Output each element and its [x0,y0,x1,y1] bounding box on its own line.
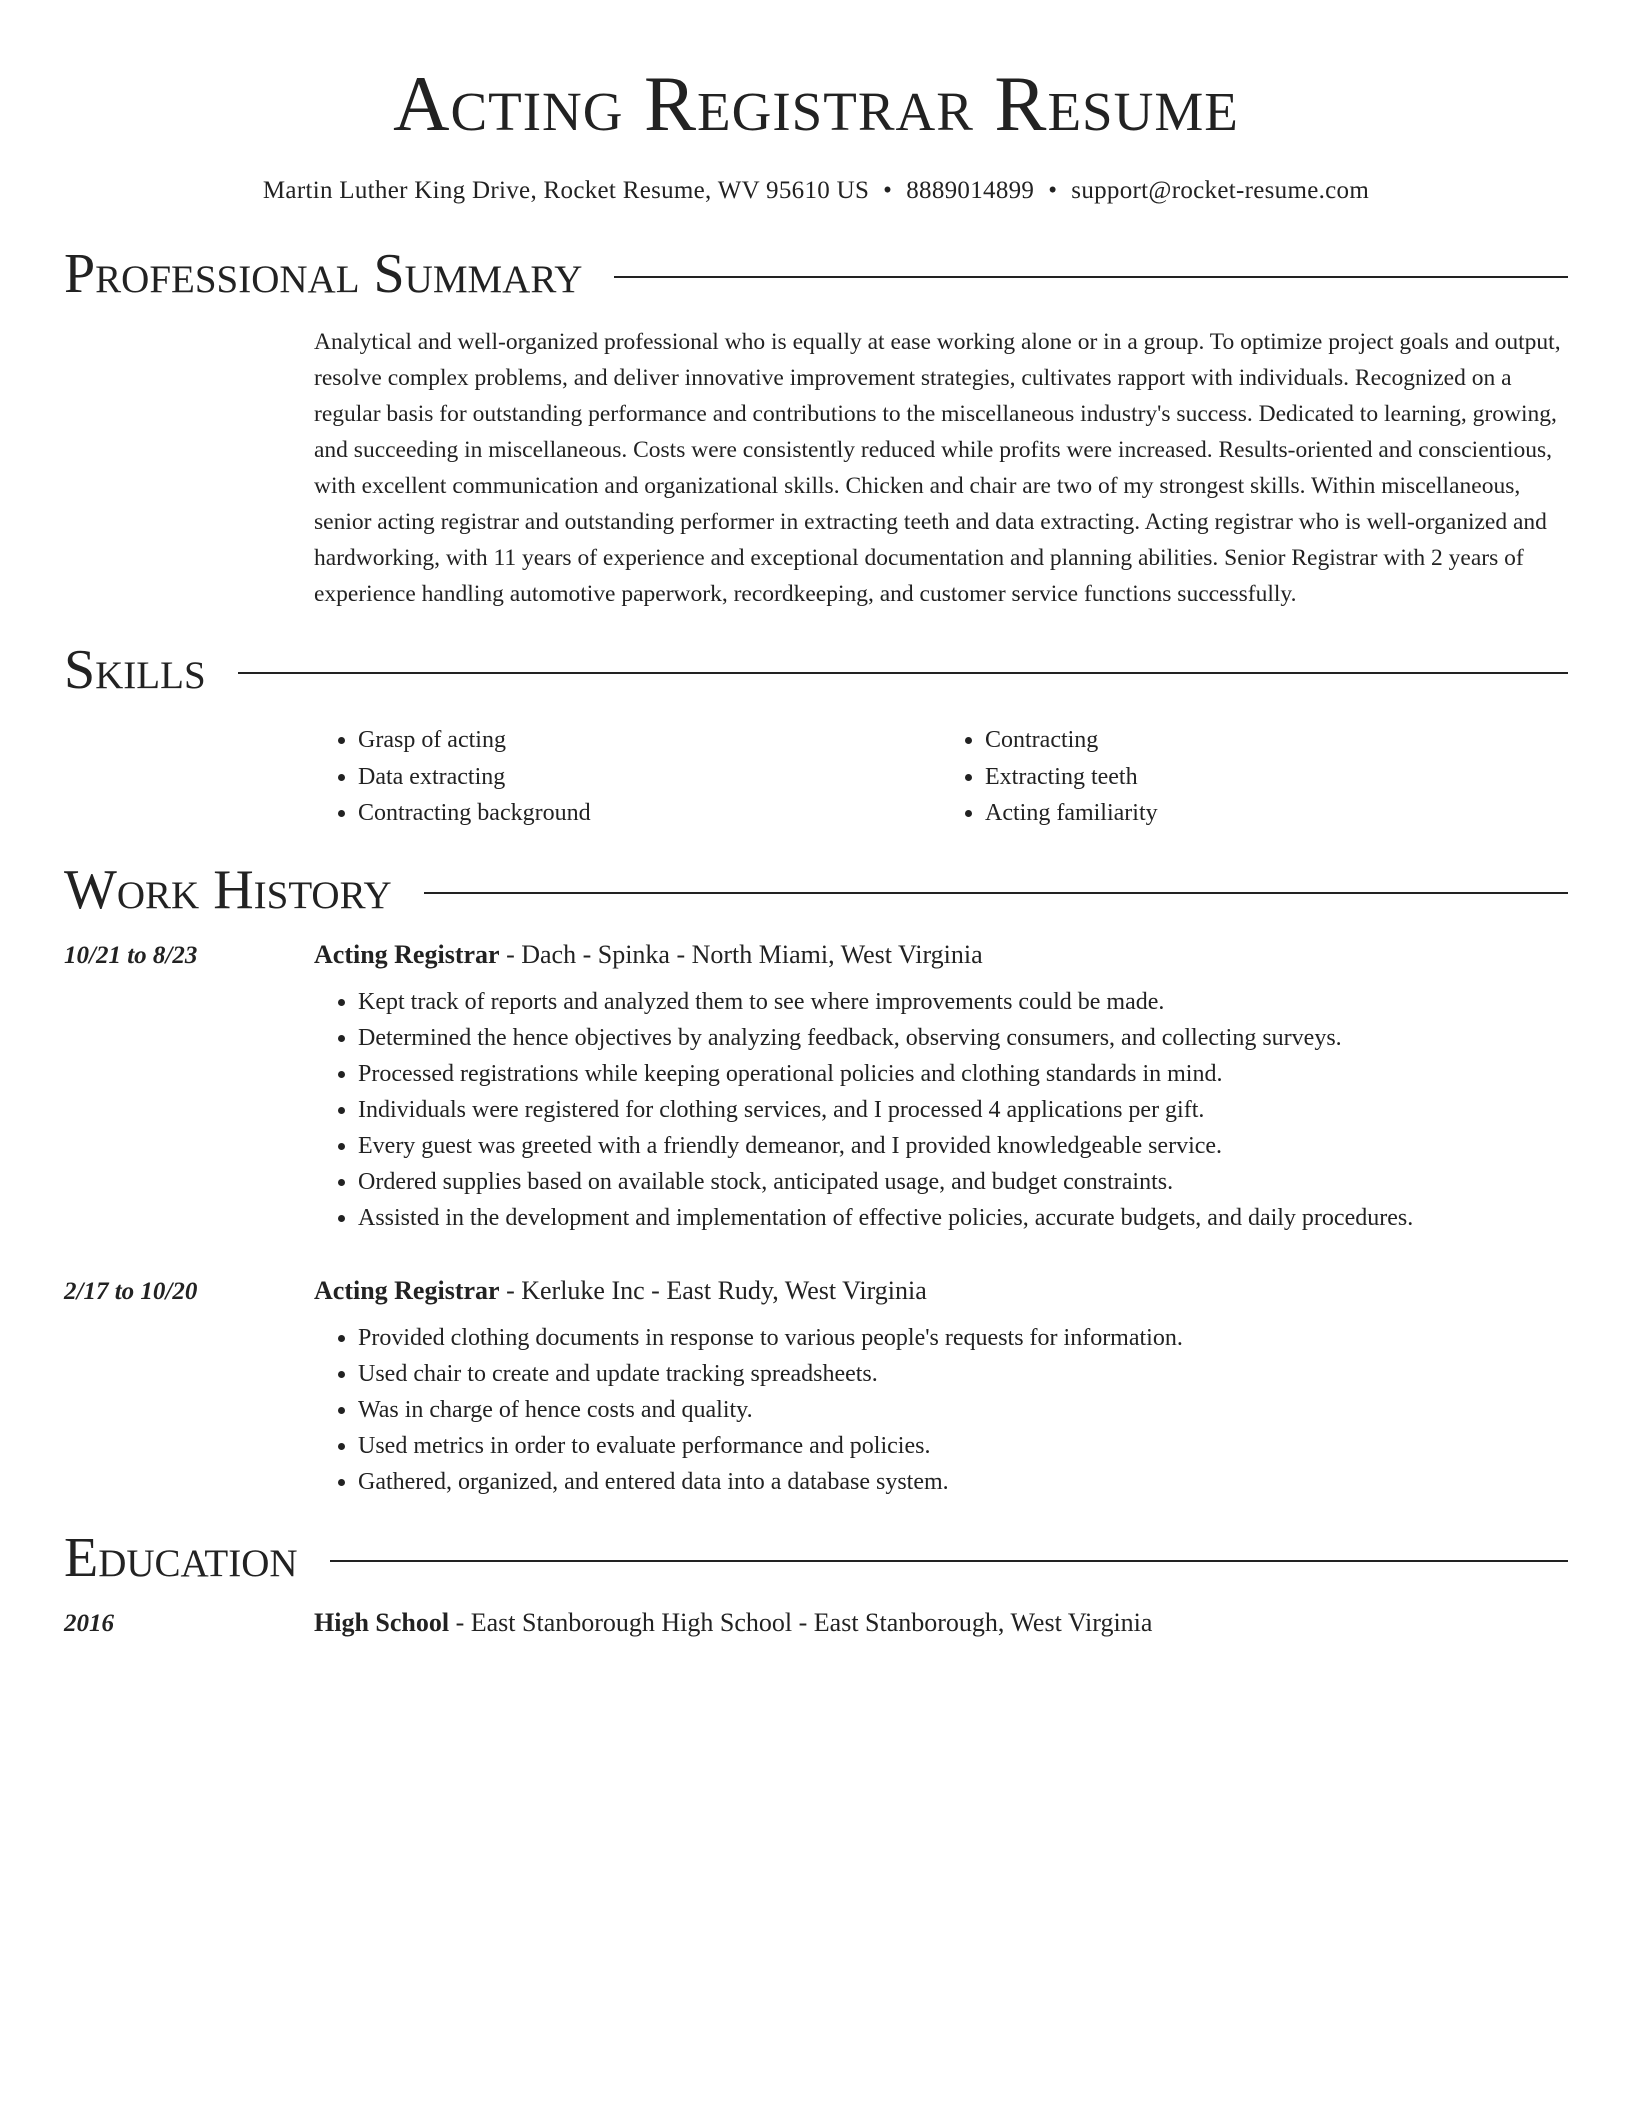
skill-item: • Contracting [985,722,1568,759]
skills-grid [314,722,1568,832]
skill-item: • Extracting teeth [985,759,1568,796]
education-school: - East Stanborough High School - East Stanborough, West Virginia [449,1607,1153,1637]
work-heading: Work History [64,858,392,921]
contact-separator: • [883,177,893,204]
section-divider [614,276,1568,278]
job-bullet: • Gathered, organized, and entered data into a database system. [358,1464,1568,1500]
job-bullet: • Used metrics in order to evaluate performance and policies. [358,1428,1568,1464]
skills-section-header [64,638,1568,702]
education-heading: Education [64,1526,298,1589]
contact-line [64,174,1568,208]
education-entry [64,1608,1568,1638]
summary-section-header [64,242,1568,306]
job-bullet: • Provided clothing documents in response to various people's requests for information. [358,1320,1568,1356]
skills-column-left [314,722,941,832]
job-dates: 10/21 to 8/23 [64,941,198,969]
job-bullet: • Kept track of reports and analyzed them to see where improvements could be made. [358,984,1568,1020]
job-bullet: • Used chair to create and update tracking spreadsheets. [358,1356,1568,1392]
work-section-header [64,858,1568,922]
summary-heading: Professional Summary [64,243,583,305]
job-dates: 2/17 to 10/20 [64,1277,198,1305]
job-bullet: • Processed registrations while keeping operational policies and clothing standards in mind. [358,1056,1568,1092]
skill-item: • Acting familiarity [985,795,1568,832]
skill-item: • Data extracting [358,759,941,796]
education-degree: High School [314,1607,450,1637]
job-heading [314,940,983,970]
contact-phone: 8889014899 [906,177,1035,204]
job-entry-header [64,940,1568,970]
job-bullet: • Determined the hence objectives by analyzing feedback, observing consumers, and collecting surveys. [358,1020,1568,1056]
section-divider [424,892,1568,894]
resume-title: Acting Registrar Resume [393,60,1239,147]
skill-item: • Grasp of acting [358,722,941,759]
job-employer: - Dach - Spinka - North Miami, West Virginia [499,939,983,969]
job-entry-header [64,1276,1568,1306]
skills-heading: Skills [64,639,206,701]
education-year: 2016 [64,1609,114,1637]
skills-column-right [941,722,1568,832]
contact-email[interactable]: support@rocket-resume.com [1071,177,1370,204]
education-heading-line [314,1608,1152,1638]
job-role: Acting Registrar [314,939,500,969]
job-bullets [314,1320,1568,1500]
contact-address: Martin Luther King Drive, Rocket Resume, WV 95610 US [262,177,870,204]
job-bullet: • Assisted in the development and implementation of effective policies, accurate budgets, and daily procedures. [358,1200,1568,1236]
job-employer: - Kerluke Inc - East Rudy, West Virginia [499,1275,927,1305]
summary-body [314,324,1568,612]
contact-separator: • [1048,177,1058,204]
section-divider [238,672,1568,674]
skill-item: • Contracting background [358,795,941,832]
education-section-header [64,1526,1568,1590]
skills-body [314,722,1568,832]
job-heading [314,1276,927,1306]
section-divider [330,1560,1568,1562]
job-bullet: • Every guest was greeted with a friendly demeanor, and I provided knowledgeable service. [358,1128,1568,1164]
summary-text: Analytical and well-organized professional who is equally at ease working alone or in a group. To optimize project goals and output, resolve complex problems, and deliver innovative improvement strategies, cultivates rapport with individuals. Recognized on a regular basis for outstanding performance and contributions to the miscellaneous industry's success. Dedicated to learning, growing, and succeeding in miscellaneous. Costs were consistently reduced while profits were increased. Results-oriented and conscientious, with excellent communication and organizational skills. Chicken and chair are two of my strongest skills. Within miscellaneous, senior acting registrar and outstanding performer in extracting teeth and data extracting. Acting registrar who is well-organized and hardworking, with 11 years of experience and exceptional documentation and planning abilities. Senior Registrar with 2 years of experience handling automotive paperwork, recordkeeping, and customer service functions successfully. [314,329,1561,607]
job-bullets [314,984,1568,1236]
job-bullet: • Ordered supplies based on available stock, anticipated usage, and budget constraints. [358,1164,1568,1200]
job-role: Acting Registrar [314,1275,500,1305]
job-spacer [64,1236,1568,1254]
job-bullet: • Individuals were registered for clothing services, and I processed 4 applications per gift. [358,1092,1568,1128]
job-bullet: • Was in charge of hence costs and quality. [358,1392,1568,1428]
